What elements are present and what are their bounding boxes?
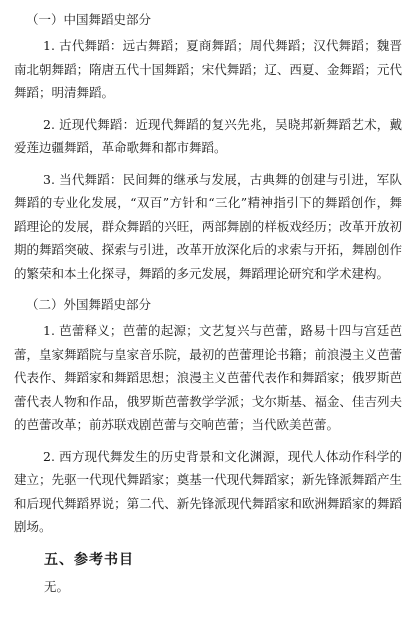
- paragraph-ancient-dance: 1. 古代舞蹈：远古舞蹈；夏商舞蹈；周代舞蹈；汉代舞蹈；魏晋南北朝舞蹈；隋唐五代十国舞蹈；宋代舞蹈；辽、西夏、金舞蹈；元代舞蹈；明清舞蹈。: [14, 38, 402, 100]
- paragraph-modern-dance: 2. 近现代舞蹈：近现代舞蹈的复兴先兆，吴晓邦新舞蹈艺术，戴爱莲边疆舞蹈，革命歌舞和都市舞蹈。: [14, 116, 402, 155]
- section-heading: （一）中国舞蹈史部分: [26, 12, 152, 27]
- paragraph-contemporary-dance: 3. 当代舞蹈：民间舞的继承与发展，古典舞的创建与引进，军队舞蹈的专业化发展，“双百”方针和“三化”精神指引下的舞蹈创作，舞蹈理论的发展，群众舞蹈的兴旺，两部舞剧的样板戏经历；改革开放初期的舞蹈突破、探索与引进，改革开放深化后的求索与开拓，舞剧创作的繁荣和本土化探寻，舞蹈的多元发展，舞蹈理论研究和学术建构。: [14, 171, 402, 281]
- references-section: [14, 547, 402, 597]
- section-heading: （二）外国舞蹈史部分: [26, 297, 152, 312]
- chapter-heading: 五、参考书目: [44, 551, 134, 568]
- paragraph-western-modern-dance: 2. 西方现代舞发生的历史背景和文化渊源，现代人体动作科学的建立；先驱一代现代舞蹈家；奠基一代现代舞蹈家；新先锋派舞蹈产生和后现代舞蹈界说；第二代、新先锋派现代舞蹈家和欧洲舞蹈家的舞蹈剧场。: [14, 448, 402, 534]
- paragraph-ballet: 1. 芭蕾释义；芭蕾的起源；文艺复兴与芭蕾，路易十四与宫廷芭蕾，皇家舞蹈院与皇家音乐院，最初的芭蕾理论书籍；前浪漫主义芭蕾代表作、舞蹈家和舞蹈思想；浪漫主义芭蕾代表作和舞蹈家；俄罗斯芭蕾代表人物和作品，俄罗斯芭蕾教学学派；戈尔斯基、福金、佳吉列夫的芭蕾改革；前苏联戏剧芭蕾与交响芭蕾；当代欧美芭蕾。: [14, 323, 402, 432]
- section-chinese-dance-history: [14, 8, 402, 285]
- section-foreign-dance-history: [14, 293, 402, 539]
- references-body: 无。: [44, 578, 70, 594]
